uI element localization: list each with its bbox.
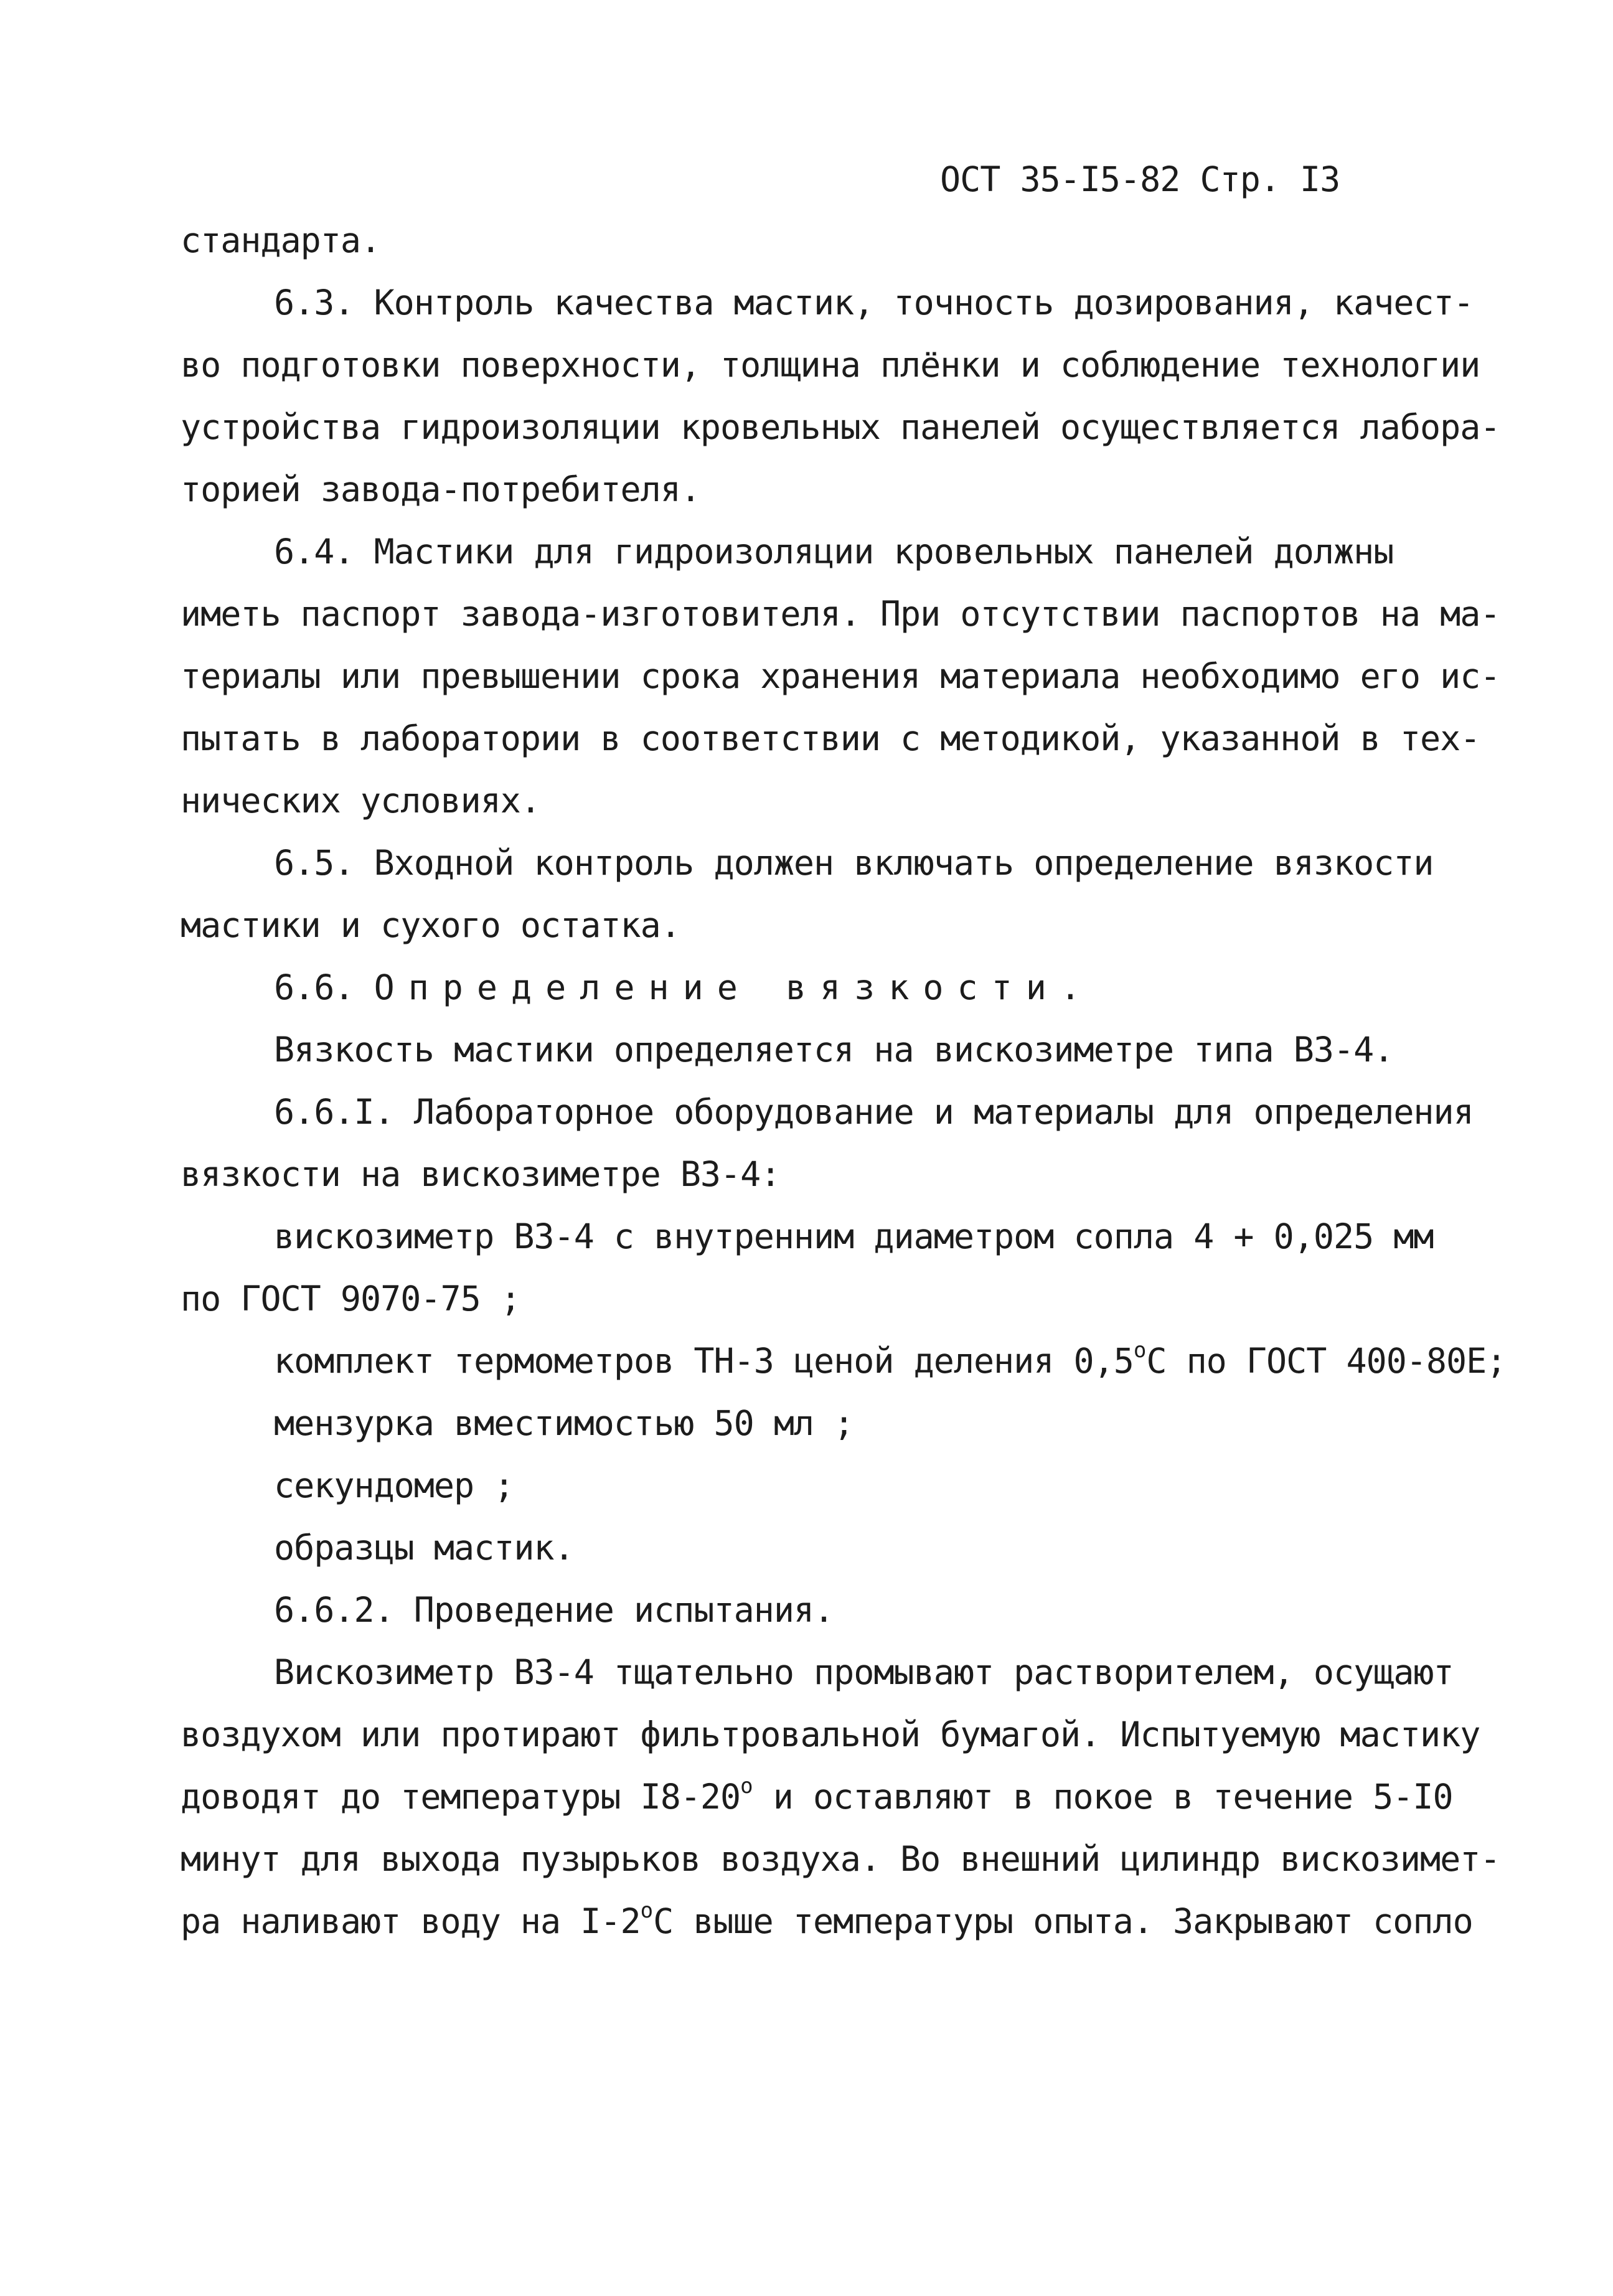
- text-fragment: доводят до температуры I8-20: [181, 1777, 741, 1817]
- text-fragment: С выше температуры опыта. Закрывают сопло: [653, 1901, 1473, 1941]
- text-line: Вискозиметр ВЗ-4 тщательно промывают растворителем, осущают: [274, 1652, 1454, 1692]
- page-header: ОСТ 35-I5-82 Стр. I3: [940, 159, 1340, 199]
- text-line: [181, 1772, 1453, 1822]
- section-title: Определение вязкости.: [374, 967, 1094, 1007]
- text-line: вязкости на вискозиметре ВЗ-4:: [181, 1154, 781, 1194]
- section-heading: [274, 962, 1094, 1012]
- text-line: пытать в лаборатории в соответствии с методикой, указанной в тех-: [181, 718, 1480, 758]
- text-fragment: и оставляют в покое в течение 5-I0: [753, 1777, 1453, 1817]
- text-line: Вязкость мастики определяется на вискозиметре типа ВЗ-4.: [274, 1030, 1394, 1070]
- text-line: иметь паспорт завода-изготовителя. При отсутствии паспортов на ма-: [181, 594, 1500, 634]
- text-line: минут для выхода пузырьков воздуха. Во внешний цилиндр вискозимет-: [181, 1839, 1500, 1879]
- degree-superscript: о: [1133, 1337, 1147, 1363]
- text-line: по ГОСТ 9070-75 ;: [181, 1279, 520, 1319]
- list-item: секундомер ;: [274, 1466, 514, 1505]
- text-fragment: комплект термометров ТН-3 ценой деления 0,5: [274, 1341, 1134, 1381]
- section-number: 6.6.: [274, 967, 354, 1007]
- text-line: нических условиях.: [181, 781, 541, 821]
- text-line: стандарта.: [181, 220, 381, 260]
- text-line: 6.6.2. Проведение испытания.: [274, 1590, 834, 1630]
- text-line: 6.4. Мастики для гидроизоляции кровельных панелей должны: [274, 532, 1394, 572]
- text-line: устройства гидроизоляции кровельных панелей осуществляется лабора-: [181, 407, 1500, 447]
- text-line: [181, 1896, 1473, 1946]
- text-line: 6.3. Контроль качества мастик, точность дозирования, качест-: [274, 283, 1474, 322]
- text-line: торией завода-потребителя.: [181, 469, 700, 509]
- list-item: [274, 1336, 1506, 1386]
- text-line: териалы или превышении срока хранения материала необходимо его ис-: [181, 656, 1500, 696]
- list-item: мензурка вместимостью 50 мл ;: [274, 1403, 854, 1443]
- text-line: воздухом или протирают фильтровальной бумагой. Испытуемую мастику: [181, 1715, 1480, 1754]
- list-item: вискозиметр ВЗ-4 с внутренним диаметром сопла 4 + 0,025 мм: [274, 1216, 1434, 1256]
- list-item: образцы мастик.: [274, 1528, 574, 1568]
- text-line: во подготовки поверхности, толщина плёнки и соблюдение технологии: [181, 345, 1480, 385]
- text-fragment: С по ГОСТ 400-80Е;: [1146, 1341, 1507, 1381]
- degree-superscript: о: [640, 1898, 654, 1923]
- text-line: 6.6.I. Лабораторное оборудование и материалы для определения: [274, 1092, 1474, 1132]
- text-line: 6.5. Входной контроль должен включать определение вязкости: [274, 843, 1434, 883]
- degree-superscript: о: [740, 1773, 753, 1799]
- text-line: мастики и сухого остатка.: [181, 905, 680, 945]
- text-fragment: ра наливают воду на I-2: [181, 1901, 641, 1941]
